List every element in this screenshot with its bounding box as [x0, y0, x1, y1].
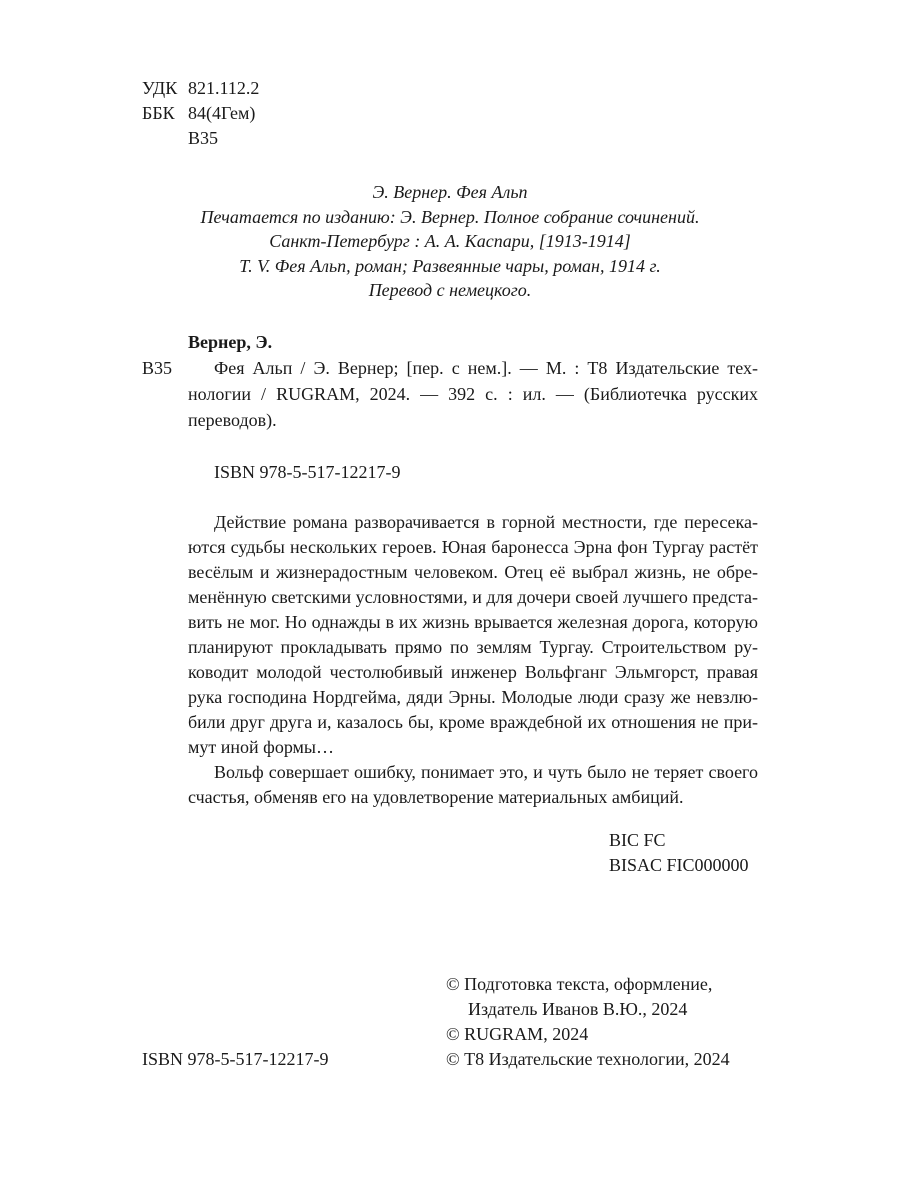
copyright-line: © Подготовка текста, оформление, [446, 974, 713, 994]
bisac-code: BISAC FIC000000 [609, 855, 749, 875]
annotation-line: менённую светскими условностями, и для дочери своей лучшего предста- [188, 587, 758, 607]
record-line: переводов). [188, 410, 277, 430]
annotation-line: били друг друга и, казалось бы, кроме враждебной их отношения не при- [188, 712, 758, 732]
annotation [188, 510, 758, 810]
record-author: Вернер, Э. [188, 332, 273, 352]
annotation-line: весёлым и жизнерадостным человеком. Отец её выбрал жизнь, не обре- [188, 562, 758, 582]
edition-line: Печатается по изданию: Э. Вернер. Полное собрание сочинений. [200, 206, 700, 227]
record-line: Фея Альп / Э. Вернер; [пер. с нем.]. — М. : Т8 Издательские тех- [214, 358, 758, 378]
edition-line: Перевод с немецкого. [368, 280, 532, 300]
edition-line: Э. Вернер. Фея Альп [372, 182, 528, 202]
annotation-line: мут иной формы… [188, 737, 335, 757]
copyright-line: © Т8 Издательские технологии, 2024 [446, 1049, 730, 1069]
copyright-block [446, 972, 730, 1072]
udk-label: УДК [142, 78, 178, 98]
bbk-row [142, 101, 259, 126]
bbk-label: ББК [142, 103, 175, 123]
annotation-line: рука господина Нордгейма, дяди Эрны. Молодые люди сразу же невзлю- [188, 687, 758, 707]
bic-code: BIC FC [609, 830, 666, 850]
bbk-value: 84(4Гем) [188, 103, 256, 123]
classification-codes [142, 76, 259, 151]
author-mark-row [142, 126, 259, 151]
edition-line: Т. V. Фея Альп, роман; Развеянные чары, роман, 1914 г. [239, 255, 661, 276]
author-mark: В35 [188, 128, 219, 148]
subject-codes [609, 828, 749, 878]
record-line: нологии / RUGRAM, 2024. — 392 с. : ил. — (Библиотечка русских [188, 384, 758, 404]
isbn: ISBN 978-5-517-12217-9 [214, 462, 401, 482]
edition-line: Санкт-Петербург : А. А. Каспари, [1913-1914] [269, 231, 631, 251]
annotation-line: Вольф совершает ошибку, понимает это, и чуть было не теряет своего [214, 762, 758, 782]
isbn-bottom: ISBN 978-5-517-12217-9 [142, 1049, 329, 1069]
udk-row [142, 76, 259, 101]
copyright-line: © RUGRAM, 2024 [446, 1024, 589, 1044]
annotation-line: вить не мог. Но однажды в их жизнь врывается железная дорога, которую [188, 612, 758, 632]
annotation-line: планируют прокладывать прямо по землям Тургау. Строительством ру- [188, 637, 758, 657]
record-author-mark: В35 [142, 358, 173, 378]
edition-note [150, 180, 750, 303]
annotation-line: счастья, обменяв его на удовлетворение материальных амбиций. [188, 787, 684, 807]
annotation-line: ководит молодой честолюбивый инженер Вольфганг Эльмгорст, правая [188, 662, 758, 682]
copyright-line: Издатель Иванов В.Ю., 2024 [468, 999, 688, 1019]
annotation-line: Действие романа разворачивается в горной местности, где пересека- [214, 512, 758, 532]
bibliographic-record [188, 356, 758, 434]
annotation-line: ются судьбы нескольких героев. Юная баронесса Эрна фон Тургау растёт [188, 537, 758, 557]
udk-value: 821.112.2 [188, 78, 260, 98]
